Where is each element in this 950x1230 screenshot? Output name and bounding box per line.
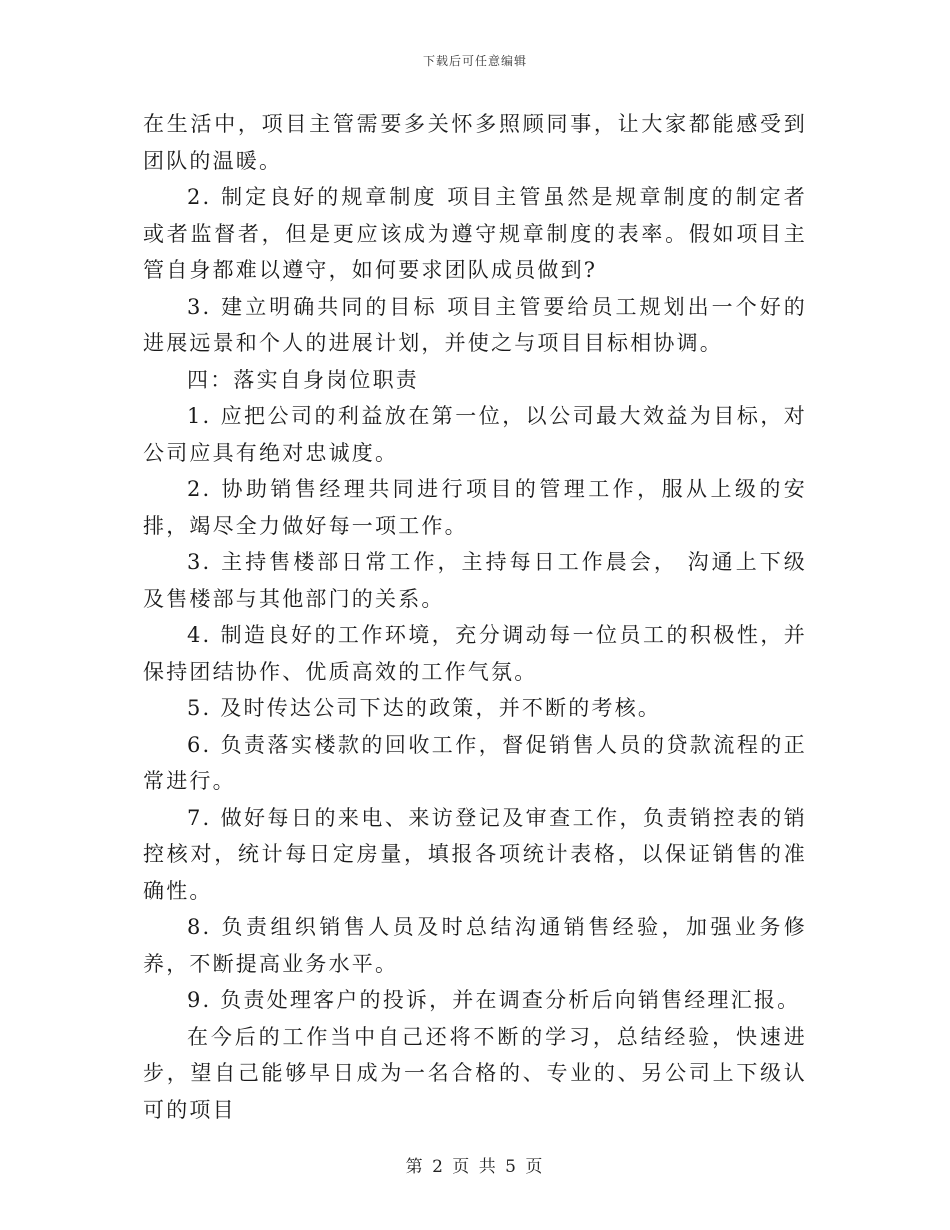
paragraph-1: 在生活中，项目主管需要多关怀多照顾同事，让大家都能感受到团队的温暖。 — [143, 112, 807, 173]
paragraph-2: 2. 制定良好的规章制度 项目主管虽然是规章制度的制定者或者监督者，但是更应该成为遵守规章制度的表率。假如项目主管自身都难以遵守，如何要求团队成员做到? — [143, 185, 807, 282]
duty-item-4: 4. 制造良好的工作环境，充分调动每一位员工的积极性，并保持团结协作、优质高效的工作气氛。 — [143, 623, 807, 684]
document-body — [143, 106, 807, 1128]
duty-item-5: 5. 及时传达公司下达的政策，并不断的考核。 — [187, 696, 662, 720]
duty-item-2: 2. 协助销售经理共同进行项目的管理工作，服从上级的安排，竭尽全力做好每一项工作。 — [143, 477, 807, 538]
duty-item-3: 3. 主持售楼部日常工作，主持每日工作晨会， 沟通上下级及售楼部与其他部门的关系。 — [143, 550, 807, 611]
header-note: 下载后可任意编辑 — [422, 54, 527, 68]
closing-paragraph: 在今后的工作当中自己还将不断的学习，总结经验，快速进步，望自己能够早日成为一名合格的、专业的、另公司上下级认可的项目 — [143, 1024, 807, 1122]
paragraph-3: 3. 建立明确共同的目标 项目主管要给员工规划出一个好的进展远景和个人的进展计划，并使之与项目目标相协调。 — [143, 294, 807, 355]
section-heading: 四：落实自身岗位职责 — [187, 367, 419, 392]
duty-item-7: 7. 做好每日的来电、来访登记及审查工作，负责销控表的销控核对，统计每日定房量，填报各项统计表格，以保证销售的准确性。 — [143, 805, 807, 903]
duty-item-1: 1. 应把公司的利益放在第一位，以公司最大效益为目标，对公司应具有绝对忠诚度。 — [143, 404, 807, 465]
duty-item-8: 8. 负责组织销售人员及时总结沟通销售经验，加强业务修养，不断提高业务水平。 — [143, 915, 807, 976]
duty-item-9: 9. 负责处理客户的投诉，并在调查分析后向销售经理汇报。 — [187, 988, 801, 1012]
page-number: 第 2 页 共 5 页 — [405, 1157, 545, 1177]
duty-item-6: 6. 负责落实楼款的回收工作，督促销售人员的贷款流程的正常进行。 — [143, 732, 807, 793]
